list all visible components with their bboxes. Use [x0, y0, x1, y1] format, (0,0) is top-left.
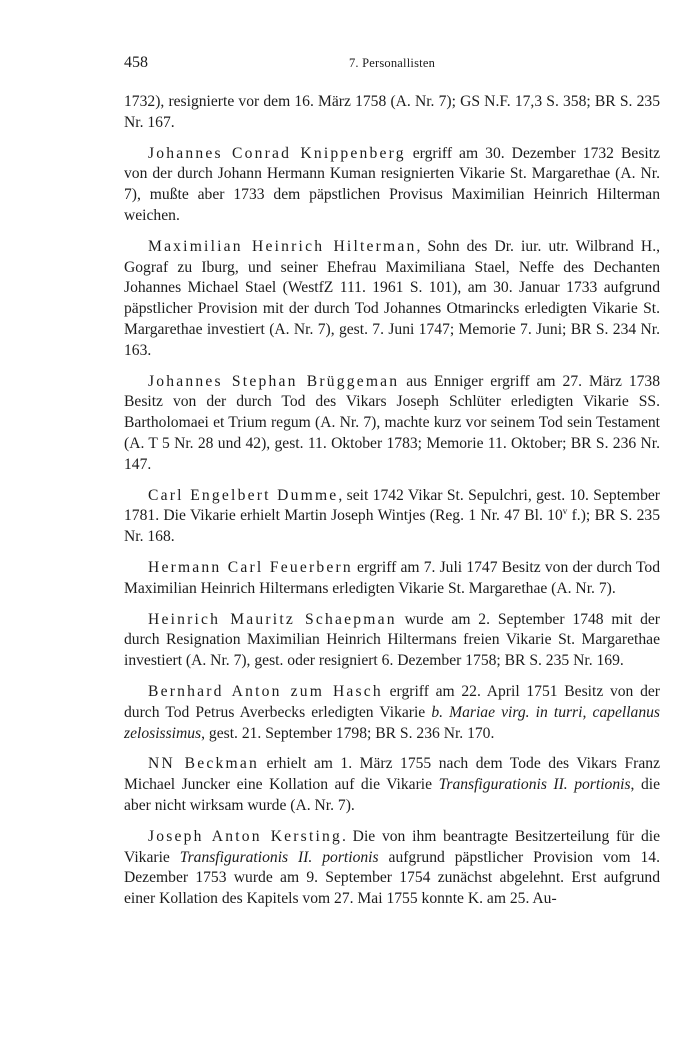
superscript: v: [562, 506, 568, 517]
paragraph-text: , die aber nicht wirksam wurde (A. Nr. 7).: [124, 776, 660, 814]
person-name: Carl Engelbert Dumme: [148, 486, 339, 504]
entry-paragraph: [124, 610, 660, 672]
page-number: 458: [124, 54, 148, 71]
paragraph-text: , Sohn des Dr. iur. utr. Wilbrand H., Gograf zu Iburg, und seiner Ehefrau Maximiliana Stael, Neffe des Dechanten Johannes Michael Stael (WestfZ 111. 1961 S. 101), am 30. Januar 1733 aufgrund päpstlicher Provision mit der durch Tod Johannes Otmarincks erledigten Vikarie St. Margarethae investiert (A. Nr. 7), gest. 7. Juni 1747; Memorie 7. Juni; BR S. 234 Nr. 163.: [124, 237, 660, 359]
italic-latin-text: Transfigurationis II. portionis: [179, 848, 379, 866]
entry-paragraph: [124, 144, 660, 227]
entry-paragraph: [124, 682, 660, 744]
person-name: Heinrich Mauritz Schaepman: [148, 610, 397, 628]
person-name: Joseph Anton Kersting: [148, 827, 343, 845]
entry-paragraph: [124, 558, 660, 600]
page-body: [124, 92, 660, 910]
paragraph-text: wurde am 2. September 1748 mit der durch Resignation Maximilian Heinrich Hiltermans freien Vikarie St. Margarethae investiert (A. Nr. 7), gest. oder resigniert 6. Dezember 1758; BR S. 235 Nr. 169.: [124, 610, 660, 670]
italic-latin-text: b. Mariae virg. in turri, capellanus zelosissimus: [124, 703, 661, 742]
paragraph-text: aus Enniger ergriff am 27. März 1738 Besitz von der durch Tod des Vikars Joseph Schlüter erledigten Vikarie SS. Bartholomaei et Trium regum (A. Nr. 7), machte kurz vor seinem Tod sein Testament (A. T 5 Nr. 28 und 42), gest. 11. Oktober 1783; Memorie 11. Oktober; BR S. 236 Nr. 147.: [124, 372, 661, 473]
paragraph-text: . Die von ihm beantragte Besitzerteilung für die Vikarie: [124, 827, 660, 866]
document-page: [124, 54, 660, 920]
paragraph-text: ergriff am 7. Juli 1747 Besitz von der durch Tod Maximilian Heinrich Hiltermans erledigten Vikarie St. Margarethae (A. Nr. 7).: [124, 558, 660, 597]
entry-paragraph: [124, 827, 660, 910]
page-header: [124, 54, 660, 78]
paragraph-text: erhielt am 1. März 1755 nach dem Tode des Vikars Franz Michael Juncker eine Kollation auf die Vikarie: [124, 755, 660, 794]
entry-paragraph: [124, 372, 660, 476]
paragraph-text: ergriff am 22. April 1751 Besitz von der durch Tod Petrus Averbecks erledigten Vikarie: [124, 682, 660, 721]
person-name: Maximilian Heinrich Hilterman: [148, 237, 417, 255]
paragraph-text: f.); BR S. 235 Nr. 168.: [124, 507, 660, 546]
continuation-paragraph: [124, 92, 660, 134]
entry-paragraph: [124, 754, 660, 816]
paragraph-text: , gest. 21. September 1798; BR S. 236 Nr. 170.: [201, 724, 495, 742]
person-name: Johannes Conrad Knippenberg: [148, 144, 406, 162]
entry-paragraph: [124, 486, 660, 548]
running-head: 7. Personallisten: [348, 56, 436, 70]
paragraph-text: 1732), resignierte vor dem 16. März 1758 (A. Nr. 7); GS N.F. 17,3 S. 358; BR S. 235 Nr. 167.: [124, 93, 660, 131]
person-name: NN Beckman: [148, 755, 259, 773]
paragraph-text: , seit 1742 Vikar St. Sepulchri, gest. 10. September 1781. Die Vikarie erhielt Martin Joseph Wintjes (Reg. 1 Nr. 47 Bl. 10: [124, 486, 660, 525]
person-name: Johannes Stephan Brüggeman: [148, 372, 400, 390]
italic-latin-text: Transfigurationis II. portionis: [438, 776, 631, 794]
person-name: Bernhard Anton zum Hasch: [148, 682, 383, 700]
person-name: Hermann Carl Feuerbern: [148, 558, 353, 576]
paragraph-text: aufgrund päpstlicher Provision vom 14. Dezember 1753 wurde am 9. September 1754 zunächst abgelehnt. Erst aufgrund einer Kollation des Kapitels vom 27. Mai 1755 konnte K. am 25. Au-: [124, 848, 660, 908]
entry-paragraph: [124, 237, 660, 362]
paragraph-text: ergriff am 30. Dezember 1732 Besitz von der durch Johann Hermann Kuman resignierten Vikarie St. Margarethae (A. Nr. 7), mußte aber 1733 dem päpstlichen Provisus Maximilian Heinrich Hilterman weichen.: [124, 144, 661, 224]
